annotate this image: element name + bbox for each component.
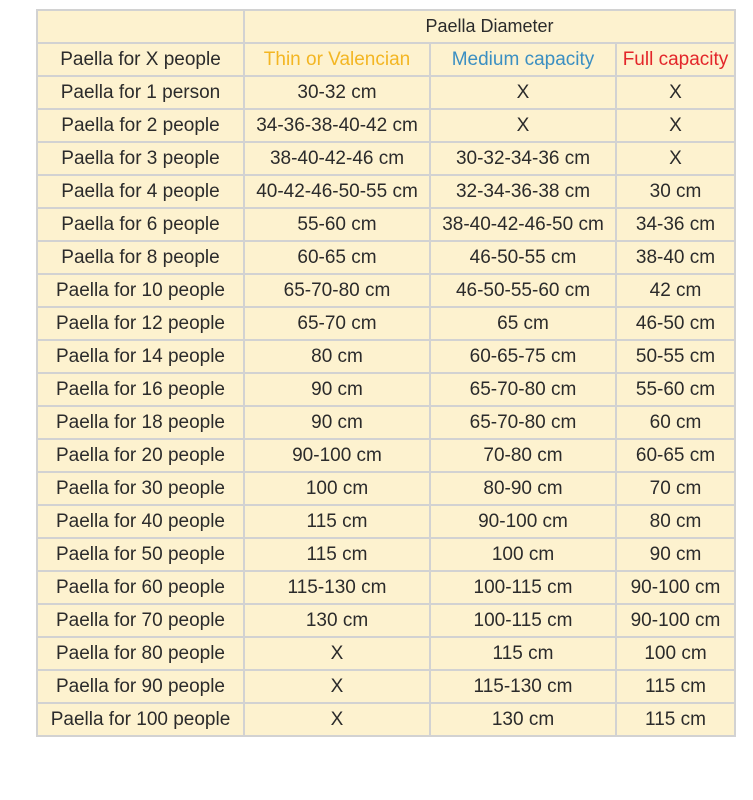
full-cell: 60-65 cm [616,439,735,472]
medium-cell: 60-65-75 cm [430,340,616,373]
medium-cell: 70-80 cm [430,439,616,472]
table-row [37,175,735,208]
group-header-row [37,10,735,43]
thin-cell: 65-70 cm [244,307,430,340]
thin-cell: 115 cm [244,505,430,538]
full-column-header: Full capacity [616,43,735,76]
column-header-row [37,43,735,76]
table-row [37,241,735,274]
thin-cell: 34-36-38-40-42 cm [244,109,430,142]
thin-cell: 90-100 cm [244,439,430,472]
full-cell: 90 cm [616,538,735,571]
medium-cell: 130 cm [430,703,616,736]
medium-cell: 100 cm [430,538,616,571]
thin-cell: 55-60 cm [244,208,430,241]
thin-cell: 30-32 cm [244,76,430,109]
people-cell: Paella for 8 people [37,241,244,274]
people-cell: Paella for 4 people [37,175,244,208]
people-cell: Paella for 30 people [37,472,244,505]
full-cell: 34-36 cm [616,208,735,241]
medium-cell: 65-70-80 cm [430,406,616,439]
thin-cell: 40-42-46-50-55 cm [244,175,430,208]
full-cell: 115 cm [616,703,735,736]
medium-cell: 32-34-36-38 cm [430,175,616,208]
table-row [37,406,735,439]
people-column-header: Paella for X people [37,43,244,76]
people-cell: Paella for 18 people [37,406,244,439]
people-cell: Paella for 1 person [37,76,244,109]
table-row [37,604,735,637]
thin-cell: 90 cm [244,406,430,439]
medium-cell: 30-32-34-36 cm [430,142,616,175]
medium-cell: 46-50-55 cm [430,241,616,274]
medium-column-header: Medium capacity [430,43,616,76]
people-cell: Paella for 60 people [37,571,244,604]
full-cell: X [616,76,735,109]
medium-cell: 38-40-42-46-50 cm [430,208,616,241]
medium-cell: 100-115 cm [430,571,616,604]
table-row [37,538,735,571]
full-cell: X [616,109,735,142]
thin-cell: X [244,670,430,703]
table-row [37,109,735,142]
full-cell: X [616,142,735,175]
full-cell: 115 cm [616,670,735,703]
table-row [37,340,735,373]
people-cell: Paella for 16 people [37,373,244,406]
full-cell: 38-40 cm [616,241,735,274]
full-cell: 100 cm [616,637,735,670]
table-row [37,208,735,241]
thin-cell: 100 cm [244,472,430,505]
medium-cell: X [430,109,616,142]
full-cell: 50-55 cm [616,340,735,373]
full-cell: 70 cm [616,472,735,505]
people-cell: Paella for 70 people [37,604,244,637]
table-row [37,274,735,307]
thin-cell: 38-40-42-46 cm [244,142,430,175]
full-cell: 42 cm [616,274,735,307]
paella-diameter-header: Paella Diameter [244,10,735,43]
thin-cell: 80 cm [244,340,430,373]
people-cell: Paella for 20 people [37,439,244,472]
people-cell: Paella for 3 people [37,142,244,175]
people-cell: Paella for 2 people [37,109,244,142]
table-row [37,439,735,472]
people-cell: Paella for 90 people [37,670,244,703]
thin-cell: 115 cm [244,538,430,571]
thin-cell: X [244,637,430,670]
people-cell: Paella for 10 people [37,274,244,307]
full-cell: 80 cm [616,505,735,538]
people-cell: Paella for 80 people [37,637,244,670]
medium-cell: 90-100 cm [430,505,616,538]
medium-cell: 65 cm [430,307,616,340]
medium-cell: 115-130 cm [430,670,616,703]
full-cell: 46-50 cm [616,307,735,340]
thin-column-header: Thin or Valencian [244,43,430,76]
medium-cell: 65-70-80 cm [430,373,616,406]
table-row [37,637,735,670]
thin-cell: 90 cm [244,373,430,406]
thin-cell: 60-65 cm [244,241,430,274]
people-cell: Paella for 12 people [37,307,244,340]
table-row [37,703,735,736]
full-cell: 90-100 cm [616,571,735,604]
table-row [37,505,735,538]
thin-cell: 65-70-80 cm [244,274,430,307]
table-row [37,670,735,703]
people-cell: Paella for 6 people [37,208,244,241]
table-row [37,76,735,109]
table-body [37,10,735,736]
people-cell: Paella for 50 people [37,538,244,571]
full-cell: 90-100 cm [616,604,735,637]
medium-cell: X [430,76,616,109]
table-row [37,142,735,175]
table-row [37,571,735,604]
medium-cell: 115 cm [430,637,616,670]
thin-cell: X [244,703,430,736]
table-row [37,307,735,340]
thin-cell: 115-130 cm [244,571,430,604]
table-row [37,472,735,505]
table-row [37,373,735,406]
full-cell: 60 cm [616,406,735,439]
corner-cell [37,10,244,43]
people-cell: Paella for 14 people [37,340,244,373]
medium-cell: 80-90 cm [430,472,616,505]
medium-cell: 100-115 cm [430,604,616,637]
full-cell: 55-60 cm [616,373,735,406]
thin-cell: 130 cm [244,604,430,637]
people-cell: Paella for 100 people [37,703,244,736]
medium-cell: 46-50-55-60 cm [430,274,616,307]
full-cell: 30 cm [616,175,735,208]
paella-diameter-table [36,9,736,737]
people-cell: Paella for 40 people [37,505,244,538]
